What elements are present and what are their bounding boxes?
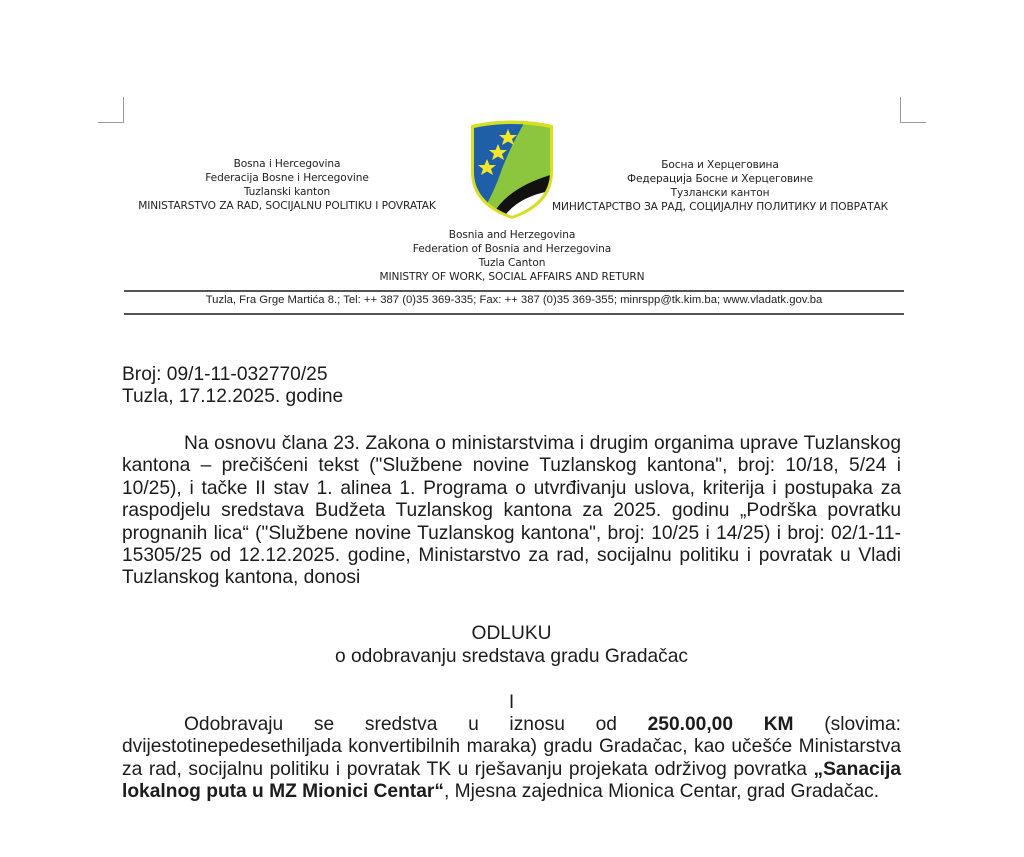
- reference-number: Broj: 09/1-11-032770/25: [122, 364, 328, 385]
- letterhead-ministry-cyrillic: МИНИСТАРСТВО ЗА РАД, СОЦИЈАЛНУ ПОЛИТИКУ И ПОВРАТАК: [551, 201, 889, 213]
- letterhead-country-cyrillic: Босна и Херцеговина: [661, 159, 779, 171]
- place-date: Tuzla, 17.12.2025. godine: [122, 386, 344, 408]
- preamble-text: Na osnovu člana 23. Zakona o ministarstvima i drugim organima uprave Tuzlanskog kantona – prečišćeni tekst ("Službene novine Tuzlanskog kantona", broj: 10/18, 5/24 i 10/25), i tačke II stav 1. alinea 1. Programa o utvrđivanju uslova, kriterija i postupaka za raspodjelu sredstava Budžeta Tuzlanskog kantona za 2025. godinu „Podrška povratku prognanih lica“ ("Službene novine Tuzlanskog kantona", broj: 10/25 i 14/25) i broj: 02/1-11-15305/25 od 12.12.2025. godine, Ministarstvo za rad, socijalnu politiku i povratak u Vladi Tuzlanskog kantona, donosi: [122, 433, 901, 589]
- letterhead-federation-english: Federation of Bosnia and Herzegovina: [412, 243, 612, 255]
- page-corner-mark-top-left: [98, 97, 124, 123]
- letterhead-country: Bosna i Hercegovina: [233, 158, 341, 170]
- reference-block: [122, 364, 901, 409]
- contact-line: Tuzla, Fra Grge Martića 8.; Tel: ++ 387 (0)35 369-335; Fax: ++ 387 (0)35 369-355; minrspp@tk.kim.ba; www.vladatk.gov.ba: [205, 294, 823, 306]
- letterhead-canton-english: Tuzla Canton: [478, 257, 546, 269]
- section-1-text-c: , Mjesna zajednica Mionica Centar, grad Gradačac.: [443, 781, 880, 803]
- letterhead-ministry: MINISTARSTVO ZA RAD, SOCIJALNU POLITIKU I POVRATAK: [138, 200, 436, 212]
- section-1-text-a: Odobravaju se sredstva u iznosu od: [184, 714, 648, 735]
- section-1-paragraph: [122, 714, 901, 804]
- section-1-text-b: (slovima: dvijestotinepedesethiljada konvertibilnih maraka) gradu Gradačac, kao učešće Ministarstva za rad, socijalnu politiku i povratak TK u rješavanju projekata održivog povratka: [122, 714, 902, 780]
- header-rule-bottom: [124, 313, 904, 315]
- letterhead-english: [352, 228, 672, 284]
- preamble-paragraph: [122, 433, 901, 590]
- decision-title: ODLUKU: [471, 623, 552, 644]
- decision-subtitle: o odobravanju sredstava gradu Gradačac: [334, 646, 689, 667]
- letterhead-cyrillic: [540, 158, 900, 214]
- letterhead-federation-cyrillic: Федерација Босне и Херцеговине: [626, 173, 814, 185]
- project-name: „Sanacija lokalnog puta u MZ Mionici Centar“: [122, 758, 901, 803]
- section-number: I: [508, 692, 515, 713]
- letterhead-latin: [118, 157, 456, 213]
- letterhead-canton: Tuzlanski kanton: [243, 186, 331, 198]
- letterhead-canton-cyrillic: Тузлански кантон: [670, 187, 770, 199]
- letterhead-ministry-english: MINISTRY OF WORK, SOCIAL AFFAIRS AND RETURN: [379, 271, 645, 283]
- page-corner-mark-top-right: [900, 97, 926, 123]
- header-rule-top: [124, 290, 904, 292]
- letterhead-country-english: Bosnia and Herzegovina: [448, 229, 576, 241]
- letterhead-federation: Federacija Bosne i Hercegovine: [205, 172, 369, 184]
- approved-amount: 250.00,00 KM: [647, 714, 794, 735]
